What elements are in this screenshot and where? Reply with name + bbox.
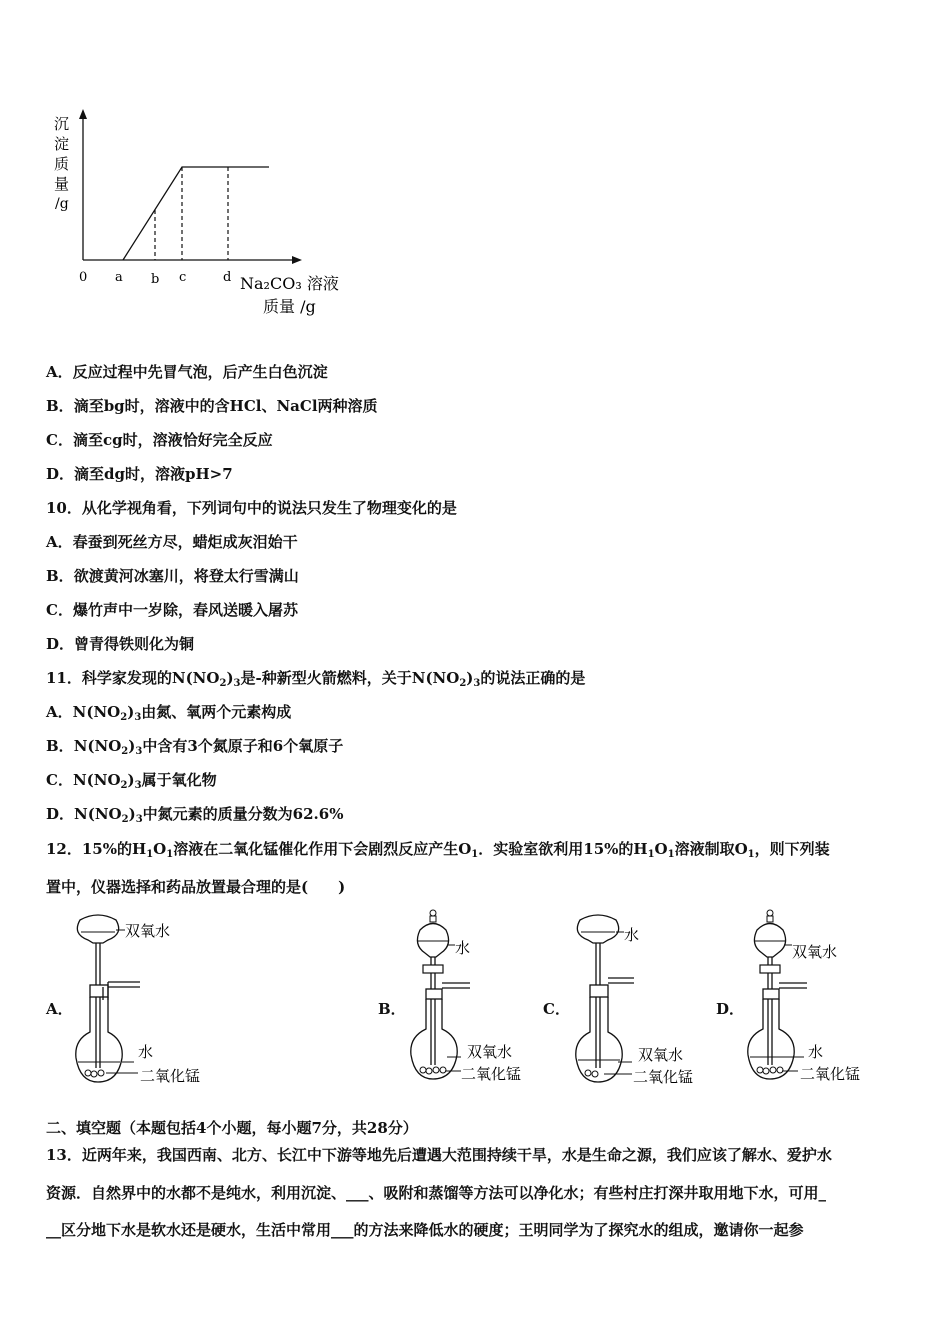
apparatus-a — [70, 910, 220, 1090]
apparatus-b-label: B． — [378, 1000, 406, 1018]
apparatus-b-top: 水 — [455, 939, 471, 957]
apparatus-d-label: D． — [716, 1000, 745, 1018]
ylabel-unit: /g — [55, 196, 69, 212]
q10-stem: 10．从化学视角看，下列词句中的说法只发生了物理变化的是 — [46, 499, 457, 517]
apparatus-c-label: C． — [543, 1000, 570, 1018]
tick-a: a — [115, 270, 123, 285]
apparatus-a-label: A． — [46, 1000, 73, 1018]
q10-option-c: C．爆竹声中一岁除，春风送暖入屠苏 — [46, 601, 298, 619]
q12-stem-line1: 12．15%的$H_1O_1$溶液在二氧化锰催化作用下会剧烈反应产生$O_1$．实验室欲利用15%的$H_1O_1$溶液制取$O_1$，则下列装 — [46, 840, 830, 860]
apparatus-c-mid: 双氧水 — [638, 1046, 684, 1064]
apparatus-c-bottom: 二氧化锰 — [633, 1068, 694, 1086]
q13-line3: __区分地下水是软水还是硬水，生活中常用___的方法来降低水的硬度；王明同学为了探究水的组成，邀请你一起参 — [46, 1221, 804, 1239]
q11-option-c: C．$N(NO_2)_3$属于氧化物 — [46, 771, 217, 791]
apparatus-c-top: 水 — [624, 926, 640, 944]
apparatus-b-bottom: 二氧化锰 — [461, 1065, 522, 1083]
q12-stem-line2: 置中，仪器选择和药品放置最合理的是( ) — [46, 878, 346, 896]
q9-option-a: A．反应过程中先冒气泡，后产生白色沉淀 — [46, 363, 328, 381]
ylabel-char-4: 量 — [54, 175, 70, 193]
q11-option-d: D．$N(NO_2)_3$中氮元素的质量分数为62.6% — [46, 805, 344, 825]
q11-option-b: B．$N(NO_2)_3$中含有3个氮原子和6个氧原子 — [46, 737, 344, 757]
apparatus-a-top: 双氧水 — [125, 922, 171, 940]
q9-option-d: D．滴至dg时，溶液pH>7 — [46, 465, 233, 483]
ylabel-char-3: 质 — [54, 155, 70, 173]
q10-option-a: A．春蚕到死丝方尽，蜡炬成灰泪始干 — [46, 533, 298, 551]
ylabel-char-1: 沉 — [54, 115, 70, 133]
flask — [76, 997, 122, 1082]
apparatus-c — [570, 910, 720, 1090]
apparatus-d-mid: 水 — [808, 1043, 824, 1061]
xlabel-line1: Na₂CO₃ 溶液 — [240, 274, 339, 293]
precipitate-graph — [40, 105, 370, 325]
q13-line2: 资源．自然界中的水都不是纯水，利用沉淀、___、吸附和蒸馏等方法可以净化水；有些村庄打深井取用地下水，可用_ — [46, 1184, 827, 1202]
q9-option-c: C．滴至cg时，溶液恰好完全反应 — [46, 431, 273, 449]
apparatus-d-bottom: 二氧化锰 — [800, 1065, 861, 1083]
apparatus-a-bottom: 二氧化锰 — [140, 1067, 201, 1085]
apparatus-b-mid: 双氧水 — [467, 1043, 513, 1061]
ylabel-char-2: 淀 — [54, 135, 70, 153]
funnel-bowl — [77, 915, 118, 943]
tick-0: 0 — [79, 270, 88, 285]
apparatus-b — [405, 905, 555, 1090]
q11-stem: 11．科学家发现的$N(NO_2)_3$是-种新型火箭燃料，关于$N(NO_2)_3$的说法正确的是 — [46, 669, 586, 689]
q13-line1: 13．近两年来，我国西南、北方、长江中下游等地先后遭遇大范围持续干旱，水是生命之源，我们应该了解水、爱护水 — [46, 1146, 832, 1164]
apparatus-d — [742, 905, 892, 1090]
xlabel-line2: 质量 /g — [263, 297, 316, 316]
x-axis-arrow — [292, 256, 302, 264]
apparatus-d-top: 双氧水 — [792, 943, 838, 961]
q9-option-b: B．滴至bg时，溶液中的含HCl、NaCl两种溶质 — [46, 397, 378, 415]
y-axis-arrow — [79, 109, 87, 119]
section-2-heading: 二、填空题（本题包括4个小题，每小题7分，共28分） — [46, 1119, 418, 1137]
q11-option-a: A．$N(NO_2)_3$由氮、氧两个元素构成 — [46, 703, 292, 723]
apparatus-a-mid: 水 — [138, 1043, 154, 1061]
tick-b: b — [151, 272, 160, 287]
tick-d: d — [223, 270, 232, 285]
q10-option-b: B．欲渡黄河冰塞川，将登太行雪满山 — [46, 567, 299, 585]
q10-option-d: D．曾青得铁则化为铜 — [46, 635, 195, 653]
precipitate-curve — [123, 167, 269, 260]
tick-c: c — [179, 270, 187, 285]
